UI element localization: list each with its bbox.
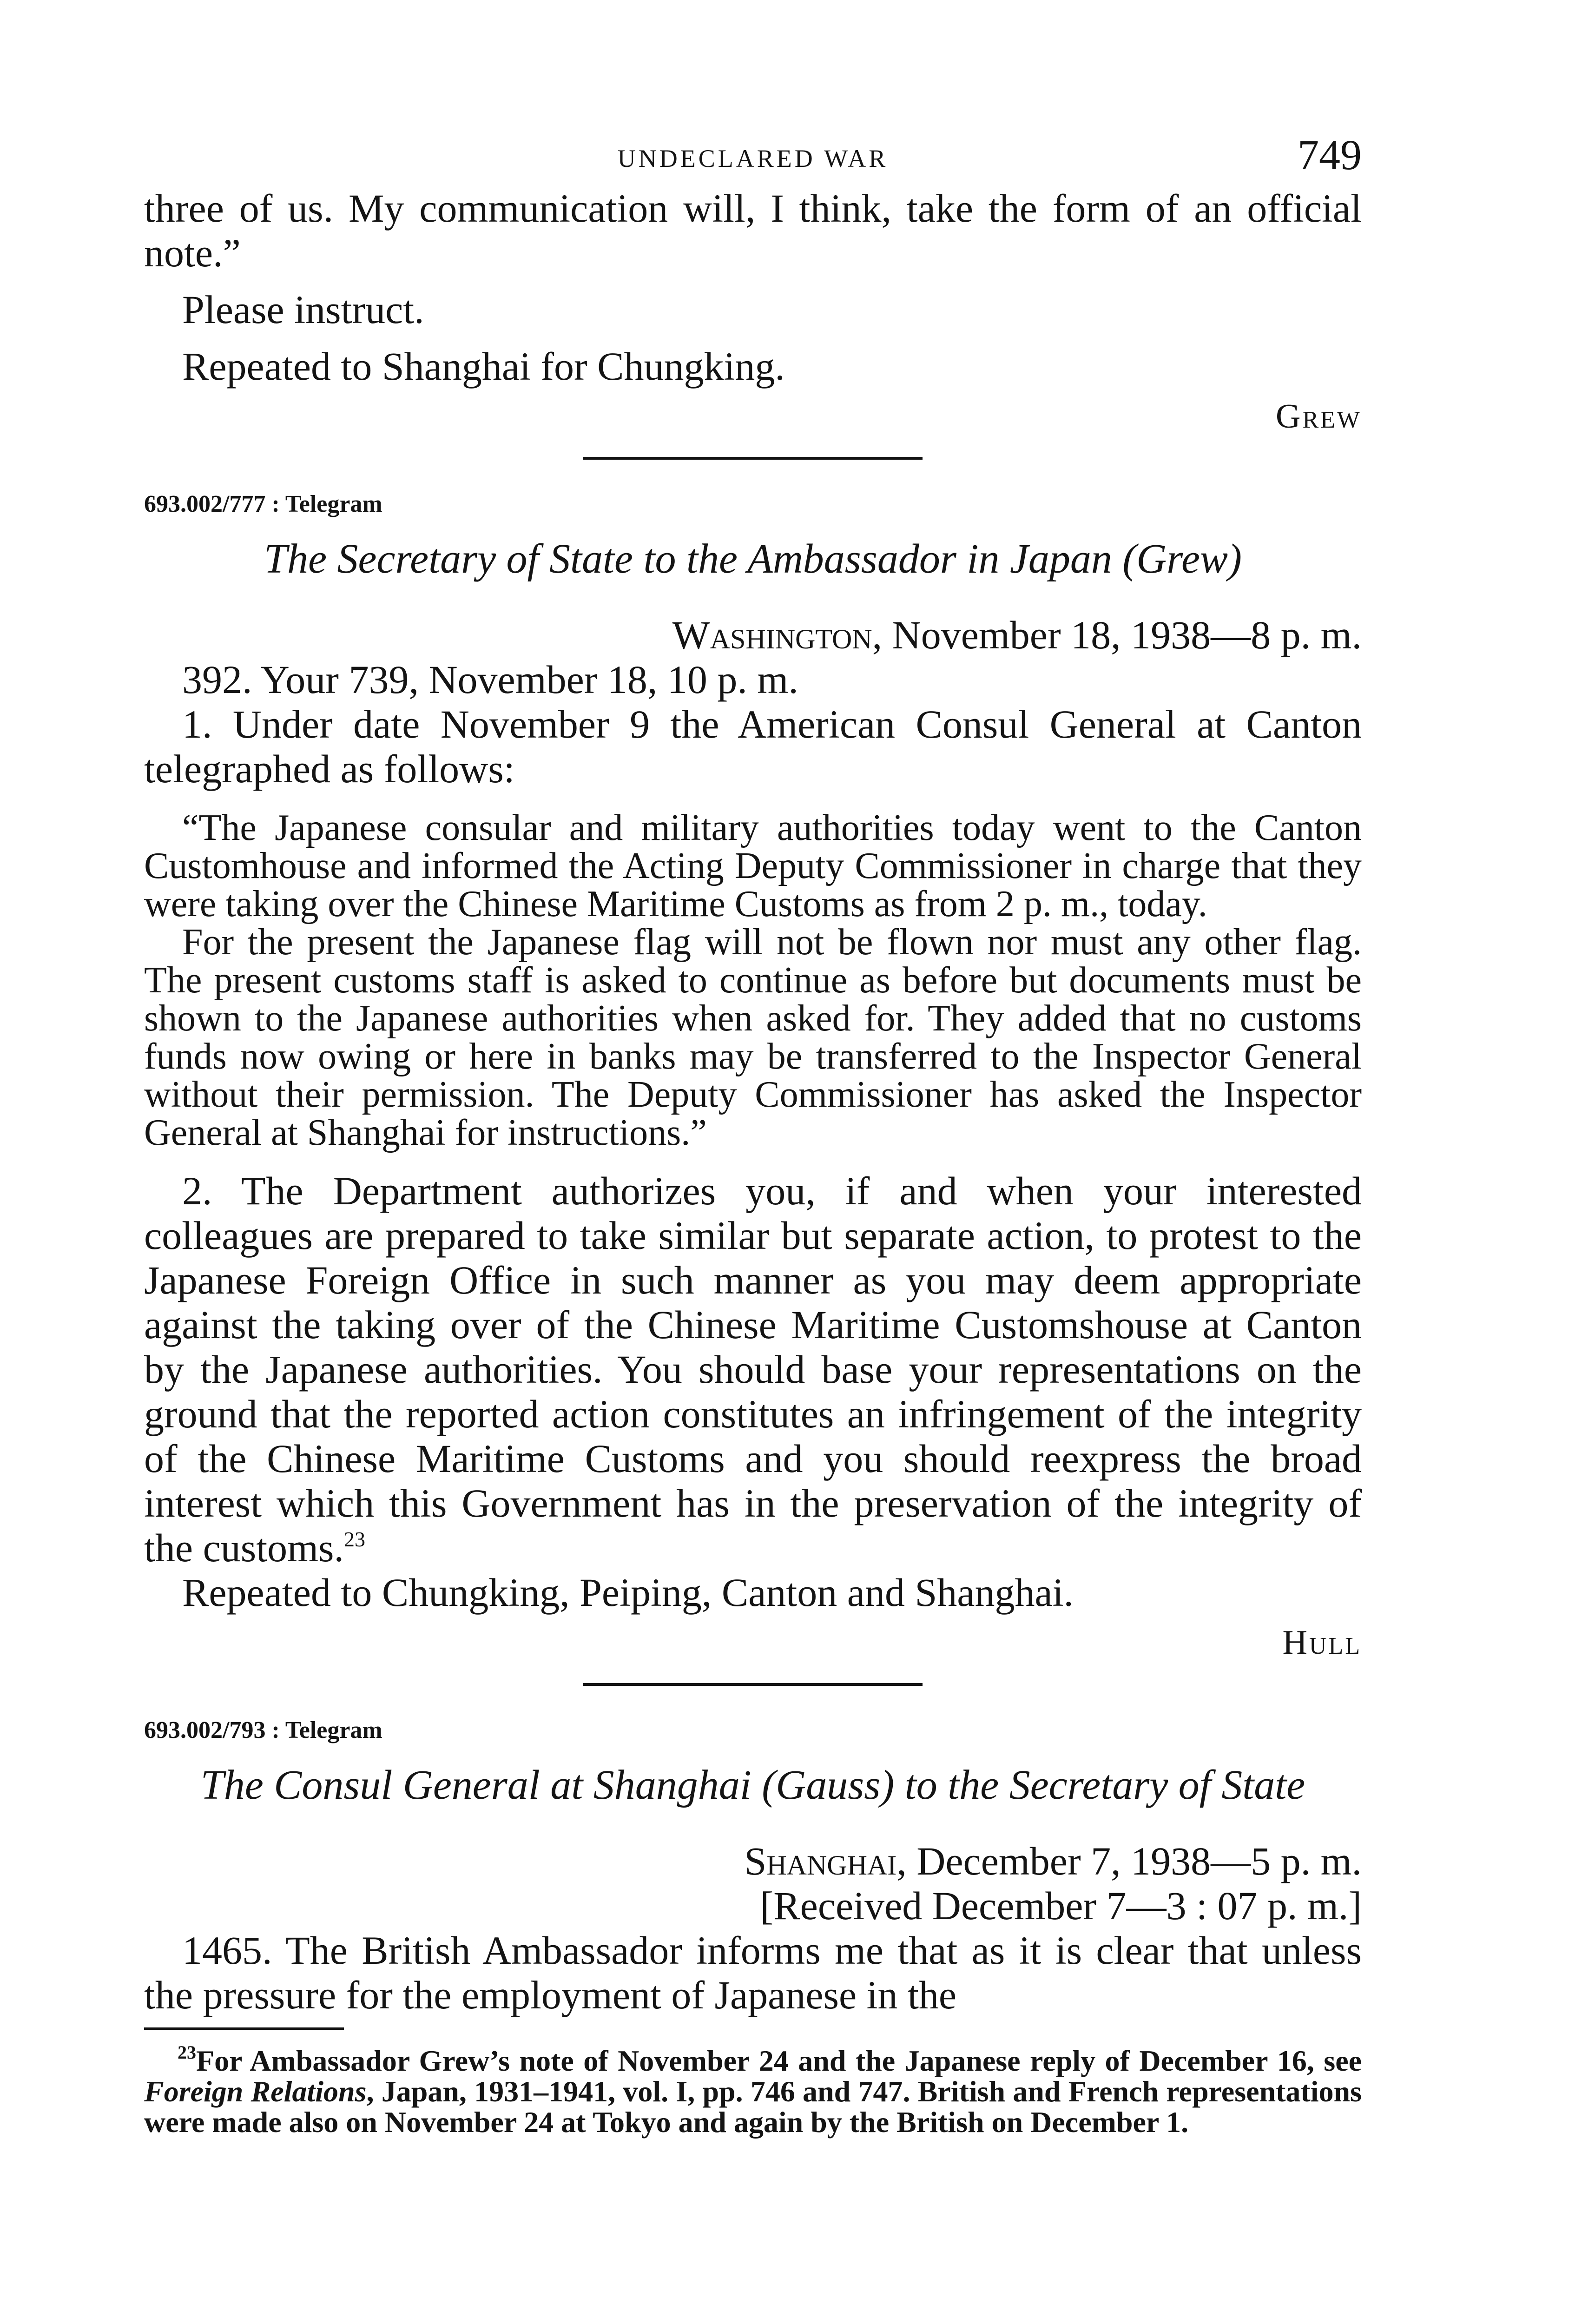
footnote [144, 2042, 1362, 2139]
dateline [144, 1839, 1362, 1883]
footnote-text: , Japan, 1931–1941, vol. I, pp. 746 and 747. British and French representations were made also on November 24 at Tokyo and again by the British on December 1. [144, 2075, 1362, 2139]
numbered-paragraph-1: 1. Under date November 9 the American Consul General at Canton telegraphed as follows: [144, 702, 1362, 791]
message-paragraph: 1465. The British Ambassador informs me that as it is clear that unless the pressure for the employment of Japanese in the [144, 1928, 1362, 2017]
signature-hull: Hull [1282, 1624, 1362, 1662]
dateline-place: Shanghai [744, 1839, 897, 1883]
opening-repeated: Repeated to Shanghai for Chungking. [182, 344, 785, 389]
footnote-divider [144, 2027, 344, 2030]
quote-paragraph: “The Japanese consular and military authorities today went to the Canton Customhouse and informed the Acting Deputy Commissioner in charge that they were taking over the Chinese Maritime Customs as from 2 p. m., today. [144, 807, 1362, 924]
document-title: The Secretary of State to the Ambassador in Japan (Grew) [264, 536, 1242, 582]
document-page [144, 131, 1362, 2139]
repeated-line: Repeated to Chungking, Peiping, Canton and Shanghai. [182, 1570, 1074, 1615]
running-head-title: UNDECLARED WAR [617, 145, 889, 172]
quoted-telegram [144, 809, 1362, 1152]
quote-paragraph: For the present the Japanese flag will not be flown nor must any other flag. The present customs staff is asked to continue as before but documents must be shown to the Japanese authorities when asked for. They added that no customs funds now owing or here in banks may be transferred to the Inspector General without their permission. The Deputy Commissioner has asked the Inspector General at Shanghai for instructions.” [144, 922, 1362, 1153]
opening-instruct: Please instruct. [182, 287, 424, 332]
reference-line: 392. Your 739, November 18, 10 p. m. [182, 657, 798, 702]
document-title: The Consul General at Shanghai (Gauss) to the Secretary of State [200, 1762, 1305, 1808]
dateline-date: , December 7, 1938—5 p. m. [896, 1839, 1362, 1883]
dateline-place: Washington [672, 613, 872, 657]
footnote-reference: 23 [343, 1527, 365, 1551]
file-number: 693.002/793 : Telegram [144, 1717, 382, 1743]
numbered-paragraph-2 [144, 1169, 1362, 1570]
running-head [144, 131, 1362, 186]
footnote-italic-title: Foreign Relations [144, 2075, 367, 2108]
signature-grew: Grew [1276, 397, 1362, 436]
dateline [144, 613, 1362, 657]
received-line: [Received December 7—3 : 07 p. m.] [760, 1883, 1362, 1928]
section-divider [583, 457, 923, 460]
opening-paragraph: three of us. My communication will, I think, take the form of an official note.” [144, 186, 1362, 275]
file-number: 693.002/777 : Telegram [144, 491, 382, 517]
page-number: 749 [1298, 131, 1362, 178]
dateline-date: , November 18, 1938—8 p. m. [872, 613, 1362, 657]
footnote-text: For Ambassador Grew’s note of November 24 and the Japanese reply of December 16, see [196, 2044, 1362, 2077]
paragraph-text: 2. The Department authorizes you, if and when your interested colleagues are prepared to take similar but separate action, to protest to the Japanese Foreign Office in such manner as you may deem appropriate against the taking over of the Chinese Maritime Customshouse at Canton by the Japanese authorities. You should base your representations on the ground that the reported action constitutes an infringement of the integrity of the Chinese Maritime Customs and you should reexpress the broad interest which this Government has in the preservation of the integrity of the customs. [144, 1169, 1362, 1570]
footnote-mark: 23 [178, 2042, 196, 2063]
section-divider [583, 1683, 923, 1686]
